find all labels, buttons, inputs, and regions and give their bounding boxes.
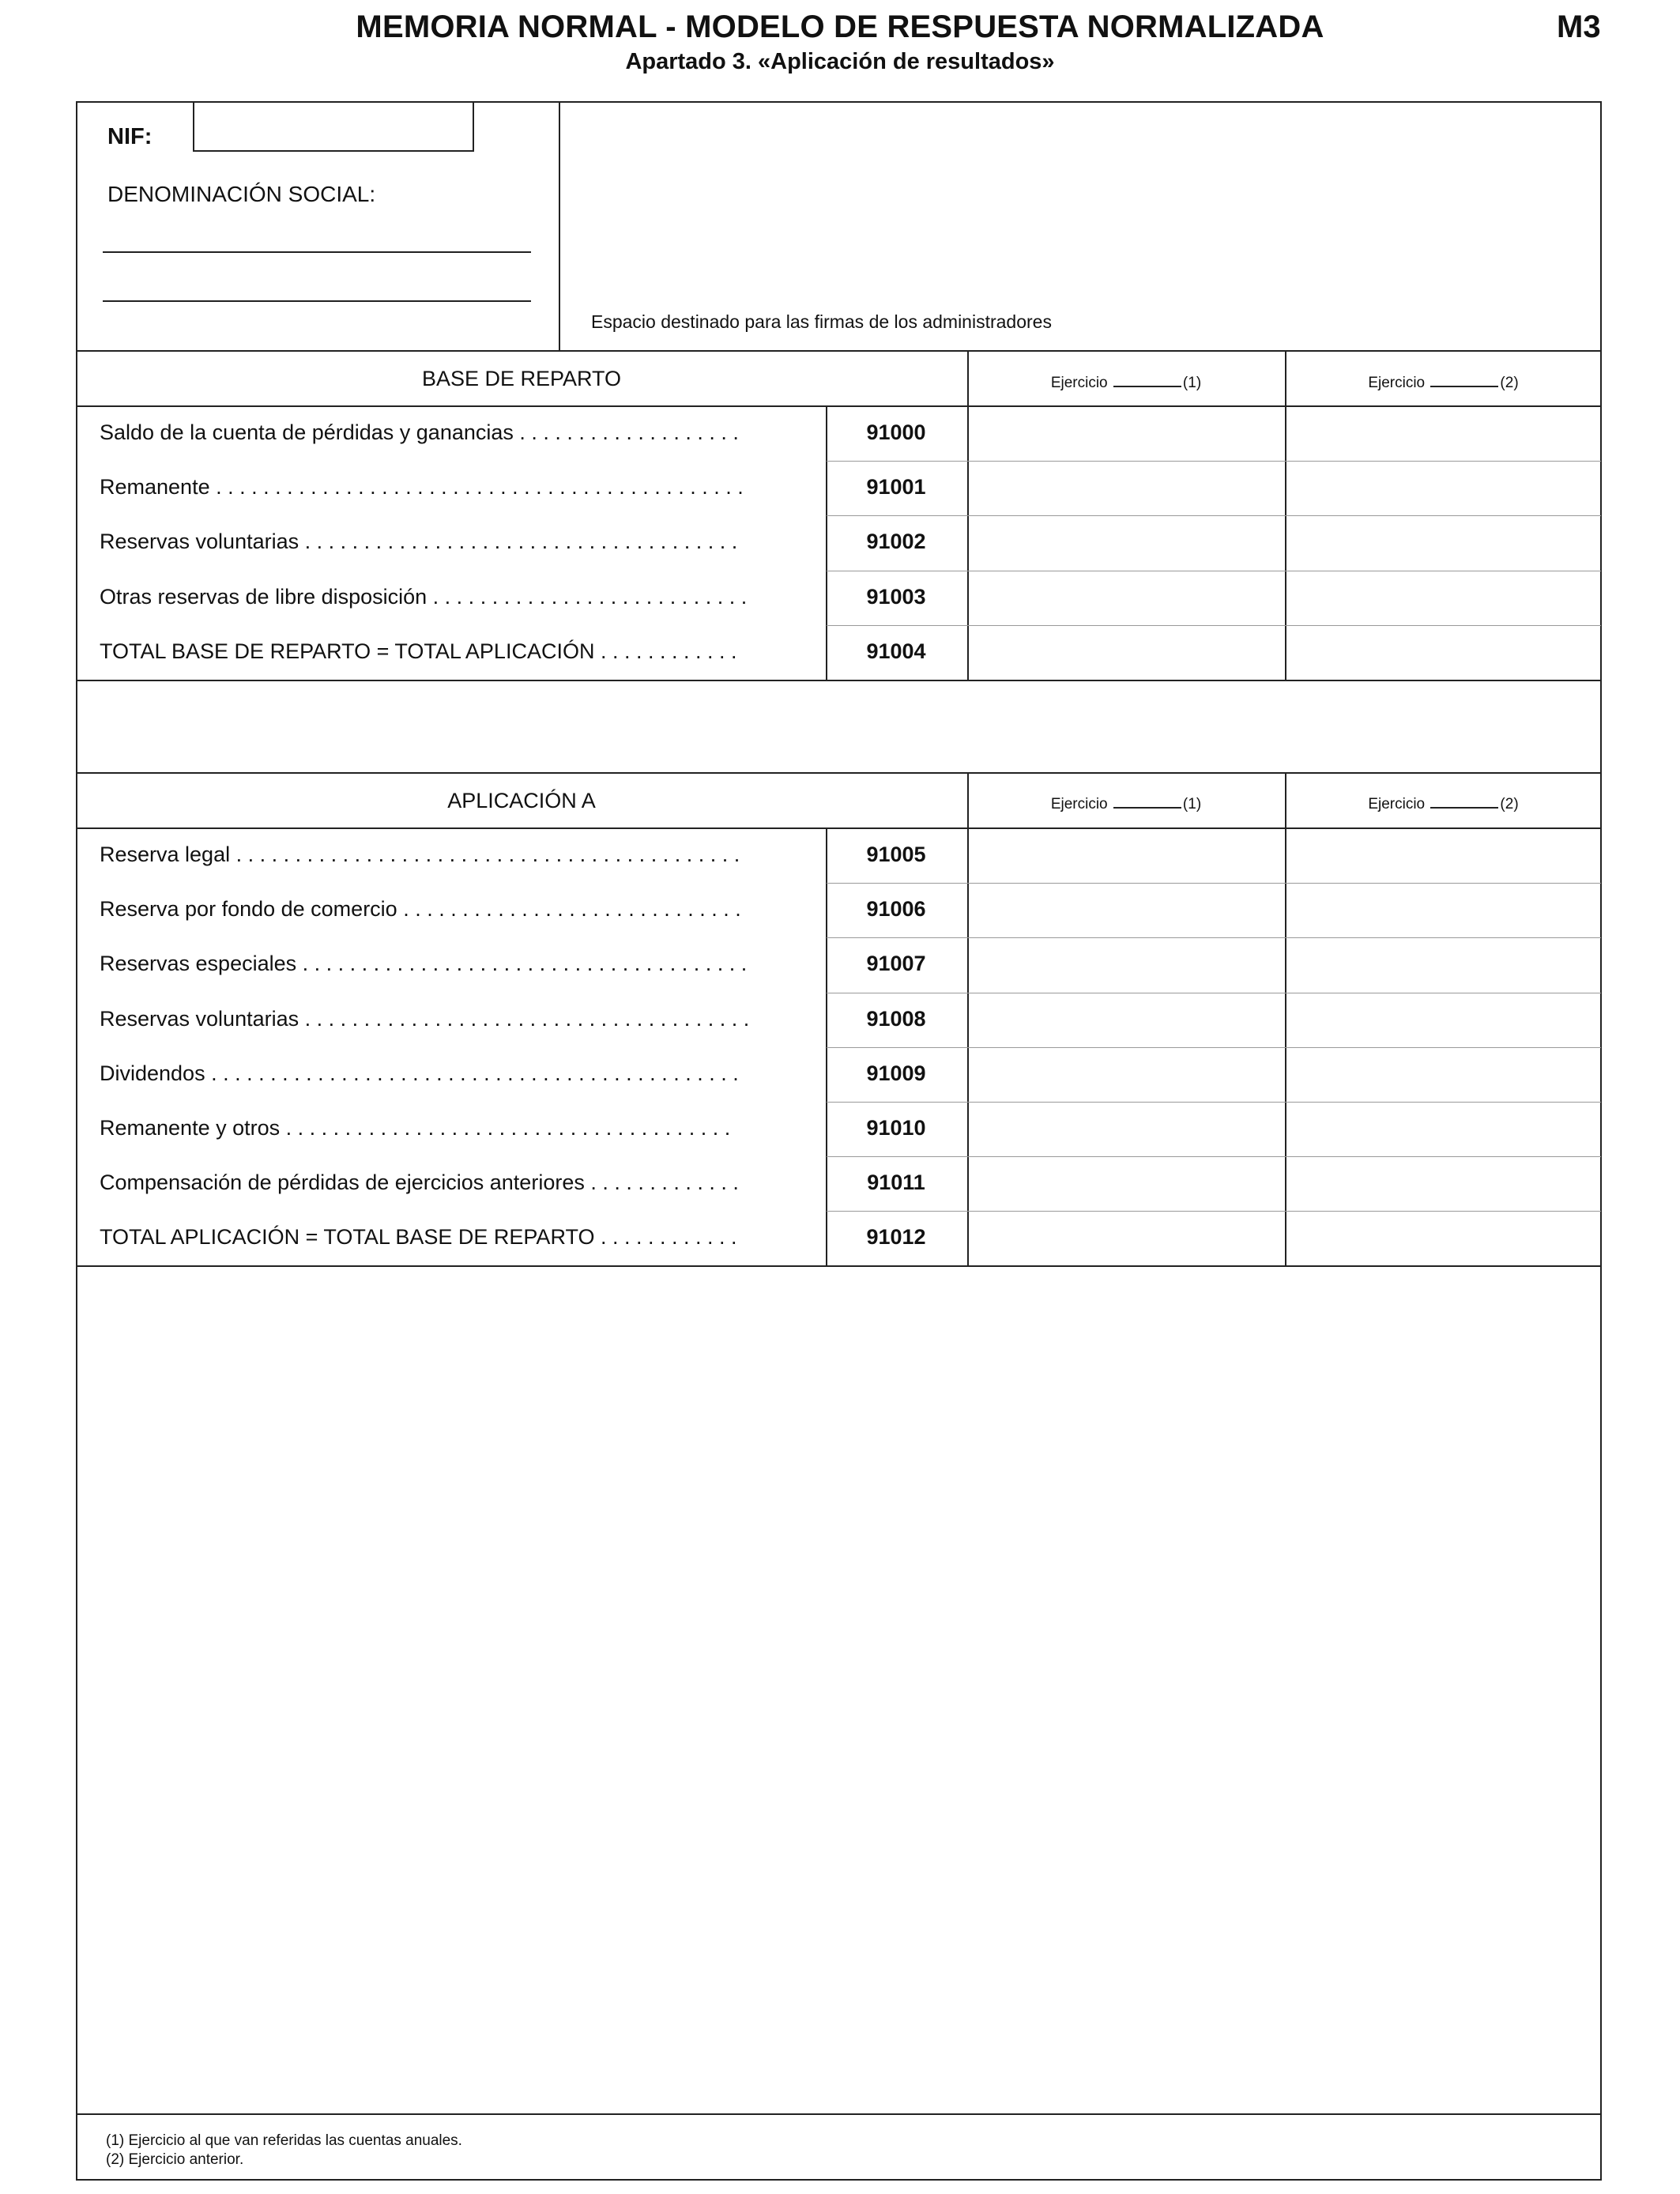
aplic-ejercicio-1-cell[interactable] — [970, 884, 1284, 937]
aplic-row-label: Reservas especiales . . . . . . . . . . . . . . . . . . . . . . . . . . . . . . . . . . . . . . — [100, 952, 748, 976]
base-row-code: 91001 — [866, 475, 926, 499]
base-ejercicio-1-year-field[interactable] — [1113, 371, 1181, 387]
aplic-ejercicio-1-cell[interactable] — [970, 1212, 1284, 1265]
base-row-label: Otras reservas de libre disposición . . . . . . . . . . . . . . . . . . . . . . . . . . . — [100, 584, 748, 609]
base-row-code: 91004 — [866, 639, 926, 663]
signature-caption: Espacio destinado para las firmas de los administradores — [591, 311, 1052, 332]
footnote-1: (1) Ejercicio al que van referidas las cuentas anuales. — [106, 2132, 462, 2149]
base-row-code: 91003 — [866, 584, 926, 609]
base-row-label: TOTAL BASE DE REPARTO = TOTAL APLICACIÓN . . . . . . . . . . . . — [100, 639, 737, 663]
aplic-row-label: TOTAL APLICACIÓN = TOTAL BASE DE REPARTO . . . . . . . . . . . . — [100, 1225, 737, 1250]
base-ejercicio-2-prefix: Ejercicio — [1368, 375, 1426, 391]
aplic-ejercicio-1-suffix: (1) — [1182, 796, 1202, 812]
aplic-row-label: Compensación de pérdidas de ejercicios anteriores . . . . . . . . . . . . . — [100, 1171, 739, 1195]
aplic-ejercicio-2-suffix: (2) — [1500, 796, 1519, 812]
aplic-row-code: 91010 — [866, 1116, 926, 1140]
aplic-ejercicio-1-cell[interactable] — [970, 1048, 1284, 1101]
aplic-row-label: Reserva legal . . . . . . . . . . . . . . . . . . . . . . . . . . . . . . . . . . . . . . . . . . . — [100, 843, 740, 866]
aplic-ejercicio-2-prefix: Ejercicio — [1368, 796, 1426, 812]
base-reparto-heading: BASE DE REPARTO — [421, 367, 622, 390]
aplic-ejercicio-2-year-field[interactable] — [1430, 793, 1498, 809]
base-row-label: Reservas voluntarias . . . . . . . . . . . . . . . . . . . . . . . . . . . . . . . . . . . . . — [100, 530, 738, 554]
aplic-ejercicio-1-prefix: Ejercicio — [1050, 796, 1108, 812]
aplic-row-code: 91008 — [866, 1006, 926, 1031]
aplic-row-label: Dividendos . . . . . . . . . . . . . . . . . . . . . . . . . . . . . . . . . . . . . . . . . . . . . — [100, 1061, 739, 1085]
aplicacion-heading: APLICACIÓN A — [447, 789, 596, 812]
base-ejercicio-1-cell[interactable] — [970, 626, 1284, 679]
aplic-ejercicio-2-header — [1285, 793, 1602, 813]
model-code: M3 — [1557, 9, 1601, 44]
aplic-ejercicio-1-cell[interactable] — [970, 938, 1284, 991]
aplic-row-code: 91012 — [866, 1225, 926, 1250]
aplic-row-label: Reservas voluntarias . . . . . . . . . . . . . . . . . . . . . . . . . . . . . . . . . . . . . . — [100, 1006, 750, 1031]
aplic-ejercicio-2-cell[interactable] — [1287, 829, 1600, 882]
base-bottom-border — [76, 680, 1602, 681]
aplic-row-code: 91005 — [866, 843, 926, 866]
base-ejercicio-1-cell[interactable] — [970, 462, 1284, 515]
base-ejercicio-2-cell[interactable] — [1287, 407, 1600, 460]
aplic-ejercicio-2-cell[interactable] — [1287, 1212, 1600, 1265]
aplic-ejercicio-2-cell[interactable] — [1287, 1103, 1600, 1155]
aplic-row-code: 91006 — [866, 897, 926, 922]
footnote-divider — [76, 2113, 1602, 2115]
aplic-col-divider-2 — [1285, 772, 1286, 1266]
section-divider — [76, 350, 1602, 352]
base-ejercicio-1-prefix: Ejercicio — [1050, 375, 1108, 391]
identification-divider — [559, 101, 560, 351]
base-ejercicio-2-header — [1285, 371, 1602, 392]
aplic-ejercicio-2-cell[interactable] — [1287, 1048, 1600, 1101]
base-row-label: Remanente . . . . . . . . . . . . . . . . . . . . . . . . . . . . . . . . . . . . . . . . . . . . . — [100, 475, 744, 499]
base-ejercicio-2-cell[interactable] — [1287, 516, 1600, 569]
base-ejercicio-2-cell[interactable] — [1287, 462, 1600, 515]
nif-field[interactable] — [193, 101, 474, 152]
aplic-ejercicio-2-cell[interactable] — [1287, 993, 1600, 1046]
base-row-code: 91000 — [866, 420, 926, 444]
aplic-bottom-border — [76, 1265, 1602, 1267]
base-ejercicio-2-year-field[interactable] — [1430, 371, 1498, 387]
base-ejercicio-2-cell[interactable] — [1287, 626, 1600, 679]
aplic-ejercicio-1-year-field[interactable] — [1113, 793, 1181, 809]
base-ejercicio-2-suffix: (2) — [1500, 375, 1519, 391]
aplic-row-code: 91007 — [866, 952, 926, 976]
denominacion-field-line-2[interactable] — [103, 300, 531, 302]
aplic-row-code: 91011 — [867, 1171, 925, 1195]
base-ejercicio-1-cell[interactable] — [970, 516, 1284, 569]
nif-label: NIF: — [107, 124, 153, 149]
base-ejercicio-1-cell[interactable] — [970, 407, 1284, 460]
aplic-ejercicio-1-header — [967, 793, 1285, 813]
denominacion-label: DENOMINACIÓN SOCIAL: — [107, 182, 376, 206]
aplic-ejercicio-1-cell[interactable] — [970, 1157, 1284, 1210]
aplic-ejercicio-1-cell[interactable] — [970, 993, 1284, 1046]
footnote-2: (2) Ejercicio anterior. — [106, 2151, 244, 2168]
aplic-ejercicio-1-cell[interactable] — [970, 829, 1284, 882]
aplic-col-divider-1 — [967, 772, 969, 1266]
base-ejercicio-1-cell[interactable] — [970, 571, 1284, 624]
base-ejercicio-2-cell[interactable] — [1287, 571, 1600, 624]
page-title: MEMORIA NORMAL - MODELO DE RESPUESTA NORMALIZADA — [356, 9, 1324, 44]
aplic-row-code: 91009 — [866, 1061, 926, 1085]
base-ejercicio-1-suffix: (1) — [1182, 375, 1202, 391]
aplic-ejercicio-2-cell[interactable] — [1287, 884, 1600, 937]
aplic-row-label: Remanente y otros . . . . . . . . . . . . . . . . . . . . . . . . . . . . . . . . . . . . . . — [100, 1116, 731, 1140]
base-row-label: Saldo de la cuenta de pérdidas y ganancias . . . . . . . . . . . . . . . . . . . — [100, 420, 739, 444]
base-ejercicio-1-header — [967, 371, 1285, 392]
denominacion-field-line-1[interactable] — [103, 251, 531, 253]
aplic-ejercicio-2-cell[interactable] — [1287, 1157, 1600, 1210]
aplic-ejercicio-1-cell[interactable] — [970, 1103, 1284, 1155]
base-row-code: 91002 — [866, 530, 926, 554]
page-subtitle: Apartado 3. «Aplicación de resultados» — [625, 49, 1055, 74]
aplicacion-top-border — [76, 772, 1602, 774]
aplic-row-label: Reserva por fondo de comercio . . . . . . . . . . . . . . . . . . . . . . . . . . . . . — [100, 897, 741, 922]
aplic-ejercicio-2-cell[interactable] — [1287, 938, 1600, 991]
